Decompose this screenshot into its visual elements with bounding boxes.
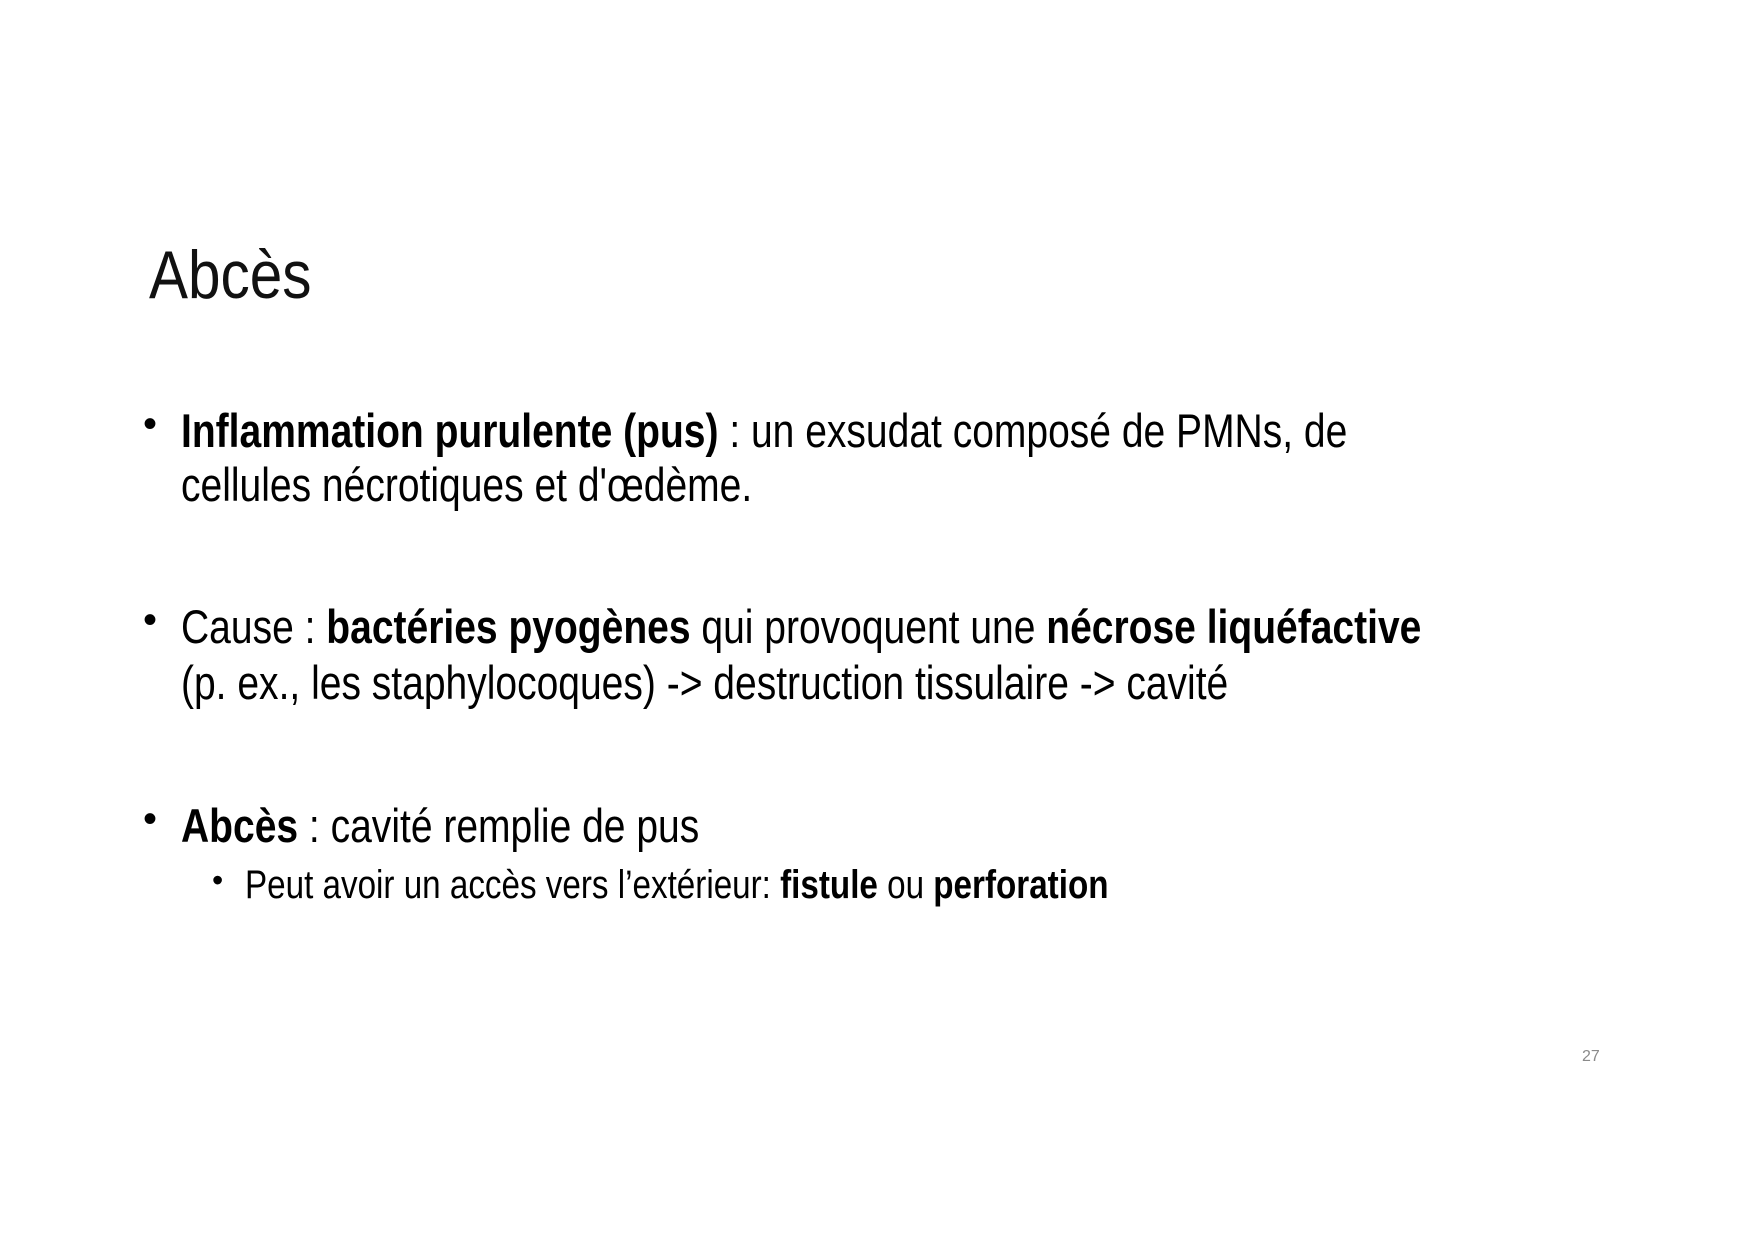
bullet-icon: • [143, 402, 158, 446]
bullet-3-line-1 [181, 799, 700, 852]
bullet-2-line-2: (p. ex., les staphylocoques) -> destruction tissulaire -> cavité [181, 656, 1229, 709]
text: Cause : [181, 600, 327, 653]
text: : cavité remplie de pus [298, 799, 700, 852]
bold-term: nécrose liquéfactive [1046, 600, 1422, 653]
sub-bullet-line [245, 865, 1109, 905]
text: ou [877, 863, 934, 907]
text: : un exsudat composé de PMNs, de [718, 404, 1348, 457]
text: Peut avoir un accès vers l’extérieur: [245, 863, 781, 907]
bold-term: perforation [933, 863, 1109, 907]
bullet-2-line-1 [181, 600, 1422, 653]
sub-bullet-icon: • [212, 862, 224, 898]
text: qui provoquent une [690, 600, 1047, 653]
slide-title: Abcès [149, 237, 312, 313]
bullet-1-line-2: cellules nécrotiques et d'œdème. [181, 458, 753, 511]
bold-term: fistule [780, 863, 878, 907]
bullet-icon: • [143, 797, 158, 841]
bold-term: Abcès [181, 799, 299, 852]
bold-term: bactéries pyogènes [326, 600, 691, 653]
page-number: 27 [1582, 1048, 1600, 1065]
bold-term: Inflammation purulente (pus) [181, 404, 719, 457]
bullet-icon: • [143, 598, 158, 642]
bullet-1-line-1 [181, 404, 1348, 457]
